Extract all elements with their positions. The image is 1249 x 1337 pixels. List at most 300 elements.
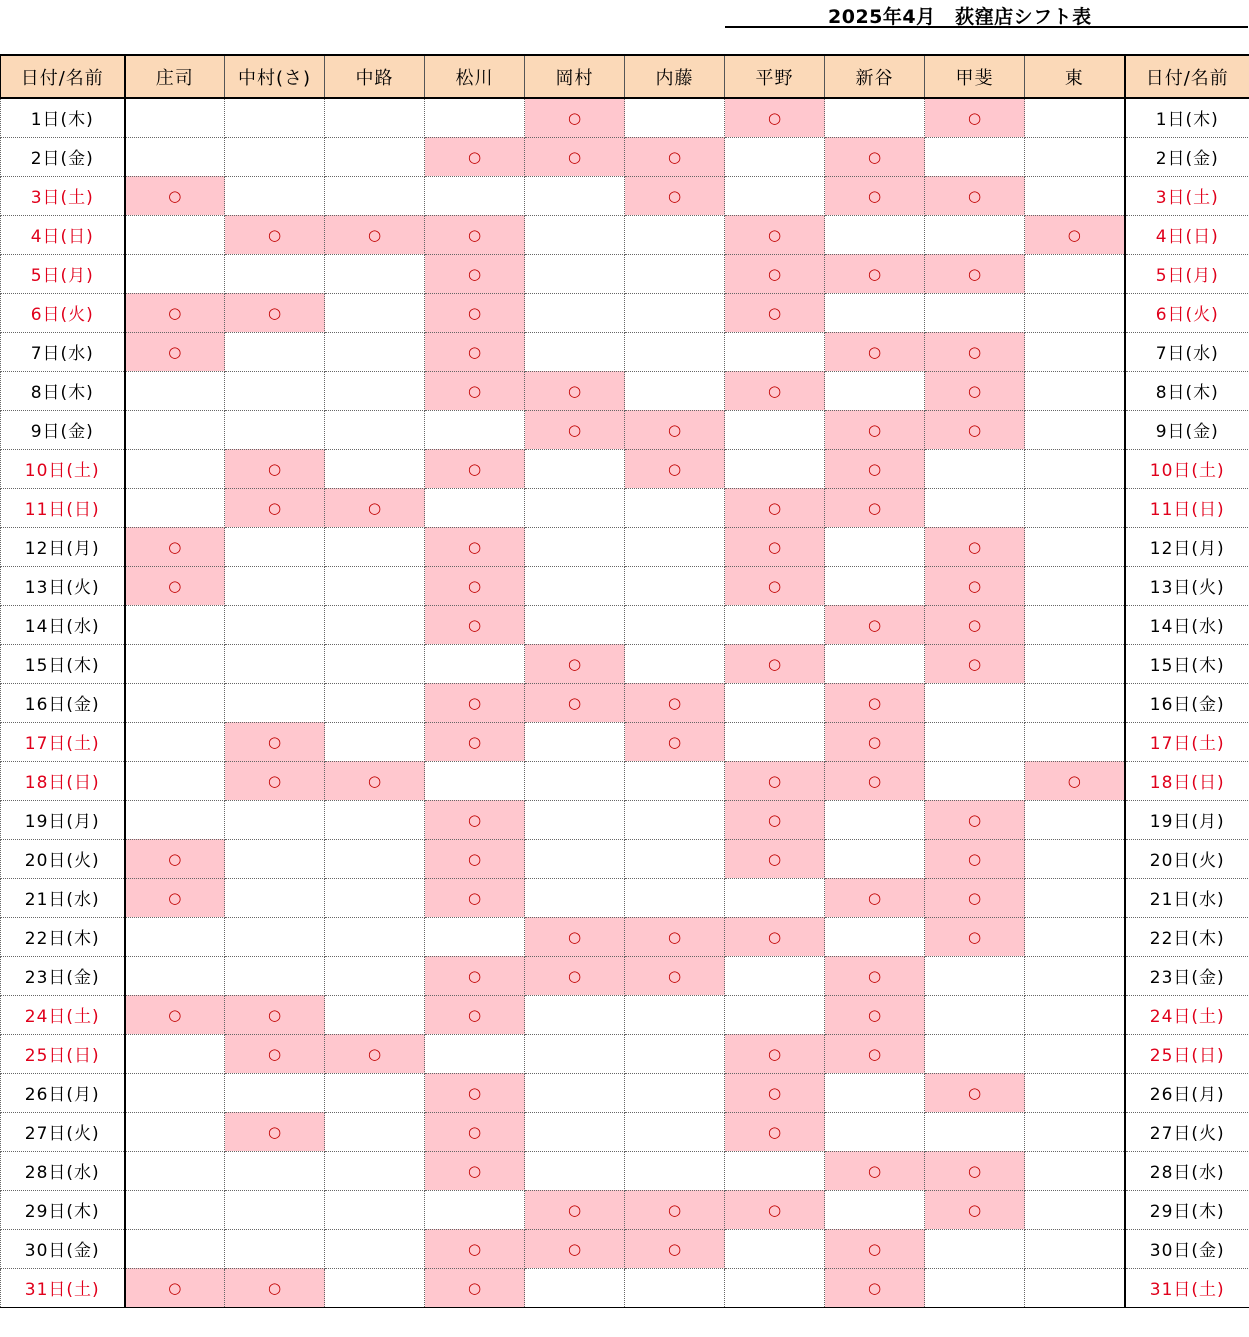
shift-cell[interactable]: ○ bbox=[425, 1268, 525, 1307]
shift-cell[interactable] bbox=[525, 605, 625, 644]
shift-cell[interactable] bbox=[125, 137, 225, 176]
header-date-label[interactable]: 日付/名前 bbox=[1, 55, 125, 98]
shift-cell[interactable]: ○ bbox=[425, 371, 525, 410]
shift-cell[interactable]: ○ bbox=[1025, 215, 1125, 254]
shift-cell[interactable] bbox=[425, 176, 525, 215]
shift-cell[interactable]: ○ bbox=[825, 137, 925, 176]
shift-cell[interactable] bbox=[525, 1151, 625, 1190]
shift-cell[interactable]: ○ bbox=[625, 1229, 725, 1268]
header-name-cell[interactable]: 松川 bbox=[425, 55, 525, 98]
shift-cell[interactable]: ○ bbox=[625, 137, 725, 176]
shift-cell[interactable]: ○ bbox=[325, 1034, 425, 1073]
shift-cell[interactable] bbox=[325, 449, 425, 488]
shift-cell[interactable]: ○ bbox=[825, 761, 925, 800]
shift-cell[interactable] bbox=[925, 1268, 1025, 1307]
shift-cell[interactable] bbox=[625, 1073, 725, 1112]
shift-cell[interactable] bbox=[325, 1268, 425, 1307]
shift-cell[interactable] bbox=[1025, 1151, 1125, 1190]
shift-cell[interactable]: ○ bbox=[725, 1112, 825, 1151]
shift-cell[interactable] bbox=[825, 371, 925, 410]
shift-cell[interactable]: ○ bbox=[125, 332, 225, 371]
date-cell-right[interactable]: 15日(木) bbox=[1125, 644, 1249, 683]
header-name-cell[interactable]: 新谷 bbox=[825, 55, 925, 98]
shift-cell[interactable]: ○ bbox=[825, 722, 925, 761]
shift-cell[interactable]: ○ bbox=[425, 839, 525, 878]
date-cell[interactable]: 22日(木) bbox=[1, 917, 125, 956]
shift-cell[interactable]: ○ bbox=[925, 98, 1025, 137]
shift-cell[interactable] bbox=[725, 176, 825, 215]
header-name-cell[interactable]: 東 bbox=[1025, 55, 1125, 98]
date-cell-right[interactable]: 18日(日) bbox=[1125, 761, 1249, 800]
shift-cell[interactable] bbox=[1025, 1112, 1125, 1151]
shift-cell[interactable] bbox=[225, 605, 325, 644]
shift-cell[interactable] bbox=[1025, 800, 1125, 839]
shift-cell[interactable]: ○ bbox=[925, 371, 1025, 410]
shift-cell[interactable] bbox=[925, 215, 1025, 254]
shift-cell[interactable] bbox=[1025, 527, 1125, 566]
shift-cell[interactable] bbox=[625, 215, 725, 254]
date-cell-right[interactable]: 31日(土) bbox=[1125, 1268, 1249, 1307]
shift-cell[interactable]: ○ bbox=[925, 839, 1025, 878]
shift-cell[interactable]: ○ bbox=[725, 527, 825, 566]
shift-cell[interactable] bbox=[1025, 332, 1125, 371]
shift-cell[interactable] bbox=[625, 995, 725, 1034]
shift-cell[interactable] bbox=[425, 761, 525, 800]
shift-cell[interactable] bbox=[125, 722, 225, 761]
date-cell[interactable]: 11日(日) bbox=[1, 488, 125, 527]
shift-cell[interactable]: ○ bbox=[525, 1229, 625, 1268]
shift-cell[interactable]: ○ bbox=[825, 605, 925, 644]
shift-cell[interactable] bbox=[625, 293, 725, 332]
date-cell-right[interactable]: 23日(金) bbox=[1125, 956, 1249, 995]
date-cell-right[interactable]: 6日(火) bbox=[1125, 293, 1249, 332]
date-cell-right[interactable]: 1日(木) bbox=[1125, 98, 1249, 137]
date-cell[interactable]: 14日(水) bbox=[1, 605, 125, 644]
shift-cell[interactable]: ○ bbox=[925, 176, 1025, 215]
shift-cell[interactable] bbox=[725, 1268, 825, 1307]
shift-cell[interactable] bbox=[825, 215, 925, 254]
date-cell-right[interactable]: 30日(金) bbox=[1125, 1229, 1249, 1268]
shift-cell[interactable]: ○ bbox=[425, 605, 525, 644]
shift-cell[interactable] bbox=[325, 605, 425, 644]
shift-cell[interactable] bbox=[125, 488, 225, 527]
shift-cell[interactable] bbox=[825, 917, 925, 956]
shift-cell[interactable] bbox=[525, 1073, 625, 1112]
shift-cell[interactable]: ○ bbox=[625, 956, 725, 995]
shift-cell[interactable] bbox=[525, 722, 625, 761]
shift-cell[interactable]: ○ bbox=[725, 644, 825, 683]
shift-cell[interactable] bbox=[725, 1151, 825, 1190]
shift-cell[interactable] bbox=[325, 956, 425, 995]
shift-cell[interactable] bbox=[625, 254, 725, 293]
date-cell[interactable]: 18日(日) bbox=[1, 761, 125, 800]
shift-cell[interactable]: ○ bbox=[525, 371, 625, 410]
shift-cell[interactable]: ○ bbox=[225, 1034, 325, 1073]
shift-cell[interactable] bbox=[825, 1112, 925, 1151]
shift-cell[interactable]: ○ bbox=[925, 917, 1025, 956]
shift-cell[interactable] bbox=[325, 1073, 425, 1112]
shift-cell[interactable] bbox=[925, 956, 1025, 995]
shift-cell[interactable] bbox=[125, 956, 225, 995]
date-cell-right[interactable]: 10日(土) bbox=[1125, 449, 1249, 488]
shift-cell[interactable]: ○ bbox=[725, 215, 825, 254]
shift-cell[interactable] bbox=[1025, 449, 1125, 488]
shift-cell[interactable] bbox=[625, 1151, 725, 1190]
shift-cell[interactable] bbox=[725, 878, 825, 917]
shift-cell[interactable]: ○ bbox=[425, 137, 525, 176]
shift-cell[interactable] bbox=[1025, 1229, 1125, 1268]
shift-cell[interactable]: ○ bbox=[425, 1229, 525, 1268]
shift-cell[interactable] bbox=[925, 488, 1025, 527]
shift-cell[interactable] bbox=[325, 1229, 425, 1268]
shift-cell[interactable]: ○ bbox=[225, 293, 325, 332]
shift-cell[interactable] bbox=[325, 1151, 425, 1190]
shift-cell[interactable]: ○ bbox=[525, 410, 625, 449]
shift-cell[interactable] bbox=[525, 254, 625, 293]
shift-cell[interactable] bbox=[525, 527, 625, 566]
shift-cell[interactable] bbox=[325, 1190, 425, 1229]
shift-cell[interactable] bbox=[125, 449, 225, 488]
date-cell[interactable]: 29日(木) bbox=[1, 1190, 125, 1229]
date-cell-right[interactable]: 8日(木) bbox=[1125, 371, 1249, 410]
shift-cell[interactable] bbox=[1025, 254, 1125, 293]
shift-cell[interactable] bbox=[925, 137, 1025, 176]
date-cell-right[interactable]: 3日(土) bbox=[1125, 176, 1249, 215]
shift-cell[interactable] bbox=[225, 644, 325, 683]
shift-cell[interactable]: ○ bbox=[525, 1190, 625, 1229]
header-name-cell[interactable]: 甲斐 bbox=[925, 55, 1025, 98]
shift-cell[interactable]: ○ bbox=[625, 917, 725, 956]
shift-cell[interactable] bbox=[325, 917, 425, 956]
shift-cell[interactable]: ○ bbox=[825, 176, 925, 215]
shift-cell[interactable]: ○ bbox=[225, 995, 325, 1034]
shift-cell[interactable]: ○ bbox=[425, 683, 525, 722]
shift-cell[interactable]: ○ bbox=[125, 995, 225, 1034]
header-name-cell[interactable]: 中路 bbox=[325, 55, 425, 98]
shift-cell[interactable]: ○ bbox=[825, 995, 925, 1034]
date-cell[interactable]: 3日(土) bbox=[1, 176, 125, 215]
shift-cell[interactable]: ○ bbox=[725, 566, 825, 605]
shift-cell[interactable]: ○ bbox=[525, 644, 625, 683]
shift-cell[interactable] bbox=[325, 332, 425, 371]
shift-cell[interactable] bbox=[525, 995, 625, 1034]
shift-cell[interactable] bbox=[725, 449, 825, 488]
shift-cell[interactable] bbox=[325, 137, 425, 176]
shift-cell[interactable]: ○ bbox=[825, 332, 925, 371]
shift-cell[interactable]: ○ bbox=[425, 293, 525, 332]
shift-cell[interactable]: ○ bbox=[425, 215, 525, 254]
shift-cell[interactable] bbox=[525, 488, 625, 527]
shift-cell[interactable] bbox=[1025, 644, 1125, 683]
shift-cell[interactable] bbox=[325, 839, 425, 878]
shift-cell[interactable] bbox=[825, 566, 925, 605]
shift-cell[interactable] bbox=[325, 683, 425, 722]
shift-cell[interactable]: ○ bbox=[725, 800, 825, 839]
shift-cell[interactable]: ○ bbox=[825, 956, 925, 995]
shift-cell[interactable] bbox=[425, 488, 525, 527]
date-cell-right[interactable]: 28日(水) bbox=[1125, 1151, 1249, 1190]
shift-cell[interactable] bbox=[925, 1112, 1025, 1151]
date-cell-right[interactable]: 21日(水) bbox=[1125, 878, 1249, 917]
shift-cell[interactable] bbox=[325, 371, 425, 410]
shift-cell[interactable]: ○ bbox=[425, 995, 525, 1034]
shift-cell[interactable]: ○ bbox=[225, 488, 325, 527]
shift-cell[interactable] bbox=[325, 722, 425, 761]
shift-cell[interactable] bbox=[925, 293, 1025, 332]
shift-cell[interactable]: ○ bbox=[125, 839, 225, 878]
shift-cell[interactable] bbox=[725, 137, 825, 176]
shift-cell[interactable]: ○ bbox=[925, 644, 1025, 683]
shift-cell[interactable] bbox=[425, 98, 525, 137]
shift-cell[interactable] bbox=[625, 371, 725, 410]
shift-cell[interactable]: ○ bbox=[325, 488, 425, 527]
shift-cell[interactable]: ○ bbox=[825, 683, 925, 722]
header-name-cell[interactable]: 庄司 bbox=[125, 55, 225, 98]
date-cell[interactable]: 15日(木) bbox=[1, 644, 125, 683]
shift-cell[interactable]: ○ bbox=[425, 449, 525, 488]
date-cell-right[interactable]: 24日(土) bbox=[1125, 995, 1249, 1034]
shift-cell[interactable] bbox=[325, 98, 425, 137]
date-cell-right[interactable]: 14日(水) bbox=[1125, 605, 1249, 644]
shift-cell[interactable] bbox=[725, 683, 825, 722]
shift-cell[interactable] bbox=[125, 605, 225, 644]
shift-cell[interactable] bbox=[525, 332, 625, 371]
shift-cell[interactable] bbox=[125, 1190, 225, 1229]
shift-cell[interactable] bbox=[725, 605, 825, 644]
date-cell[interactable]: 30日(金) bbox=[1, 1229, 125, 1268]
shift-cell[interactable]: ○ bbox=[925, 1151, 1025, 1190]
shift-cell[interactable]: ○ bbox=[425, 566, 525, 605]
shift-cell[interactable]: ○ bbox=[925, 878, 1025, 917]
shift-cell[interactable] bbox=[1025, 956, 1125, 995]
shift-cell[interactable] bbox=[525, 1268, 625, 1307]
shift-cell[interactable] bbox=[1025, 683, 1125, 722]
shift-cell[interactable] bbox=[525, 1112, 625, 1151]
date-cell-right[interactable]: 13日(火) bbox=[1125, 566, 1249, 605]
date-cell[interactable]: 31日(土) bbox=[1, 1268, 125, 1307]
shift-cell[interactable]: ○ bbox=[925, 410, 1025, 449]
shift-cell[interactable] bbox=[325, 566, 425, 605]
shift-cell[interactable]: ○ bbox=[525, 917, 625, 956]
shift-cell[interactable]: ○ bbox=[725, 293, 825, 332]
shift-cell[interactable]: ○ bbox=[925, 527, 1025, 566]
shift-cell[interactable] bbox=[625, 1268, 725, 1307]
shift-cell[interactable]: ○ bbox=[425, 1073, 525, 1112]
shift-cell[interactable] bbox=[225, 1073, 325, 1112]
shift-cell[interactable] bbox=[525, 566, 625, 605]
shift-cell[interactable] bbox=[1025, 878, 1125, 917]
shift-cell[interactable] bbox=[525, 761, 625, 800]
shift-cell[interactable]: ○ bbox=[425, 332, 525, 371]
header-name-cell[interactable]: 平野 bbox=[725, 55, 825, 98]
shift-cell[interactable] bbox=[125, 1073, 225, 1112]
shift-cell[interactable] bbox=[1025, 917, 1125, 956]
shift-cell[interactable] bbox=[325, 878, 425, 917]
shift-cell[interactable] bbox=[325, 293, 425, 332]
shift-cell[interactable]: ○ bbox=[825, 1151, 925, 1190]
shift-cell[interactable] bbox=[225, 332, 325, 371]
date-cell[interactable]: 5日(月) bbox=[1, 254, 125, 293]
header-name-cell[interactable]: 岡村 bbox=[525, 55, 625, 98]
shift-cell[interactable] bbox=[925, 761, 1025, 800]
shift-cell[interactable] bbox=[125, 98, 225, 137]
shift-cell[interactable]: ○ bbox=[125, 293, 225, 332]
shift-cell[interactable]: ○ bbox=[725, 917, 825, 956]
date-cell-right[interactable]: 22日(木) bbox=[1125, 917, 1249, 956]
shift-cell[interactable]: ○ bbox=[925, 1190, 1025, 1229]
shift-cell[interactable]: ○ bbox=[425, 1151, 525, 1190]
date-cell-right[interactable]: 9日(金) bbox=[1125, 410, 1249, 449]
shift-cell[interactable] bbox=[825, 644, 925, 683]
shift-cell[interactable]: ○ bbox=[125, 176, 225, 215]
date-cell[interactable]: 4日(日) bbox=[1, 215, 125, 254]
shift-cell[interactable] bbox=[325, 176, 425, 215]
shift-cell[interactable] bbox=[225, 176, 325, 215]
header-name-cell[interactable]: 内藤 bbox=[625, 55, 725, 98]
shift-cell[interactable] bbox=[825, 98, 925, 137]
shift-cell[interactable] bbox=[1025, 410, 1125, 449]
shift-cell[interactable] bbox=[125, 1112, 225, 1151]
shift-cell[interactable]: ○ bbox=[1025, 761, 1125, 800]
shift-cell[interactable] bbox=[725, 332, 825, 371]
shift-cell[interactable]: ○ bbox=[525, 98, 625, 137]
date-cell[interactable]: 2日(金) bbox=[1, 137, 125, 176]
date-cell[interactable]: 9日(金) bbox=[1, 410, 125, 449]
shift-cell[interactable]: ○ bbox=[225, 1268, 325, 1307]
shift-cell[interactable]: ○ bbox=[325, 215, 425, 254]
shift-cell[interactable] bbox=[1025, 839, 1125, 878]
date-cell-right[interactable]: 4日(日) bbox=[1125, 215, 1249, 254]
shift-cell[interactable] bbox=[225, 683, 325, 722]
shift-cell[interactable] bbox=[625, 1112, 725, 1151]
shift-cell[interactable]: ○ bbox=[925, 800, 1025, 839]
shift-cell[interactable] bbox=[825, 1190, 925, 1229]
shift-cell[interactable] bbox=[325, 1112, 425, 1151]
shift-cell[interactable] bbox=[425, 644, 525, 683]
shift-cell[interactable] bbox=[1025, 1190, 1125, 1229]
date-cell[interactable]: 26日(月) bbox=[1, 1073, 125, 1112]
shift-cell[interactable] bbox=[225, 527, 325, 566]
shift-cell[interactable]: ○ bbox=[425, 800, 525, 839]
shift-cell[interactable] bbox=[625, 527, 725, 566]
shift-cell[interactable]: ○ bbox=[925, 605, 1025, 644]
date-cell[interactable]: 6日(火) bbox=[1, 293, 125, 332]
shift-cell[interactable] bbox=[625, 488, 725, 527]
shift-cell[interactable] bbox=[225, 371, 325, 410]
shift-cell[interactable]: ○ bbox=[425, 1112, 525, 1151]
shift-cell[interactable] bbox=[825, 1073, 925, 1112]
date-cell-right[interactable]: 2日(金) bbox=[1125, 137, 1249, 176]
shift-cell[interactable] bbox=[625, 644, 725, 683]
date-cell[interactable]: 1日(木) bbox=[1, 98, 125, 137]
shift-cell[interactable]: ○ bbox=[725, 1190, 825, 1229]
shift-cell[interactable] bbox=[125, 1229, 225, 1268]
shift-cell[interactable] bbox=[225, 566, 325, 605]
shift-cell[interactable] bbox=[525, 839, 625, 878]
shift-cell[interactable] bbox=[125, 917, 225, 956]
shift-cell[interactable] bbox=[325, 410, 425, 449]
shift-cell[interactable] bbox=[425, 1190, 525, 1229]
shift-cell[interactable]: ○ bbox=[825, 1268, 925, 1307]
shift-cell[interactable] bbox=[1025, 566, 1125, 605]
shift-cell[interactable]: ○ bbox=[625, 683, 725, 722]
date-cell[interactable]: 7日(水) bbox=[1, 332, 125, 371]
shift-cell[interactable] bbox=[925, 1229, 1025, 1268]
shift-cell[interactable] bbox=[225, 956, 325, 995]
shift-cell[interactable] bbox=[225, 917, 325, 956]
shift-cell[interactable] bbox=[625, 605, 725, 644]
date-cell-right[interactable]: 27日(火) bbox=[1125, 1112, 1249, 1151]
shift-cell[interactable] bbox=[525, 449, 625, 488]
shift-cell[interactable]: ○ bbox=[425, 878, 525, 917]
date-cell-right[interactable]: 25日(日) bbox=[1125, 1034, 1249, 1073]
shift-cell[interactable] bbox=[1025, 722, 1125, 761]
shift-cell[interactable] bbox=[325, 800, 425, 839]
shift-cell[interactable]: ○ bbox=[225, 449, 325, 488]
header-name-cell[interactable]: 中村(さ) bbox=[225, 55, 325, 98]
shift-cell[interactable]: ○ bbox=[625, 722, 725, 761]
shift-cell[interactable]: ○ bbox=[525, 137, 625, 176]
shift-cell[interactable] bbox=[725, 722, 825, 761]
shift-cell[interactable] bbox=[625, 566, 725, 605]
shift-cell[interactable]: ○ bbox=[625, 1190, 725, 1229]
shift-cell[interactable] bbox=[125, 1034, 225, 1073]
shift-cell[interactable]: ○ bbox=[725, 761, 825, 800]
shift-cell[interactable] bbox=[725, 1229, 825, 1268]
shift-cell[interactable] bbox=[125, 644, 225, 683]
shift-cell[interactable] bbox=[1025, 1073, 1125, 1112]
shift-cell[interactable] bbox=[1025, 293, 1125, 332]
date-cell-right[interactable]: 7日(水) bbox=[1125, 332, 1249, 371]
shift-cell[interactable] bbox=[325, 995, 425, 1034]
shift-cell[interactable] bbox=[725, 956, 825, 995]
shift-cell[interactable] bbox=[225, 410, 325, 449]
shift-cell[interactable] bbox=[125, 683, 225, 722]
shift-cell[interactable] bbox=[225, 878, 325, 917]
shift-cell[interactable]: ○ bbox=[525, 683, 625, 722]
shift-cell[interactable] bbox=[925, 722, 1025, 761]
shift-cell[interactable]: ○ bbox=[425, 254, 525, 293]
shift-cell[interactable]: ○ bbox=[225, 722, 325, 761]
shift-cell[interactable] bbox=[1025, 1034, 1125, 1073]
date-cell[interactable]: 28日(水) bbox=[1, 1151, 125, 1190]
date-cell[interactable]: 25日(日) bbox=[1, 1034, 125, 1073]
shift-cell[interactable]: ○ bbox=[925, 254, 1025, 293]
shift-cell[interactable]: ○ bbox=[125, 527, 225, 566]
date-cell-right[interactable]: 11日(日) bbox=[1125, 488, 1249, 527]
shift-cell[interactable] bbox=[225, 1190, 325, 1229]
shift-cell[interactable] bbox=[1025, 488, 1125, 527]
date-cell[interactable]: 19日(月) bbox=[1, 800, 125, 839]
shift-cell[interactable] bbox=[225, 254, 325, 293]
shift-cell[interactable]: ○ bbox=[625, 449, 725, 488]
date-cell[interactable]: 16日(金) bbox=[1, 683, 125, 722]
shift-cell[interactable] bbox=[825, 800, 925, 839]
shift-cell[interactable] bbox=[725, 410, 825, 449]
shift-cell[interactable]: ○ bbox=[825, 878, 925, 917]
shift-cell[interactable]: ○ bbox=[425, 527, 525, 566]
shift-cell[interactable] bbox=[925, 683, 1025, 722]
shift-cell[interactable]: ○ bbox=[625, 176, 725, 215]
shift-cell[interactable]: ○ bbox=[725, 371, 825, 410]
date-cell[interactable]: 13日(火) bbox=[1, 566, 125, 605]
shift-cell[interactable]: ○ bbox=[725, 1034, 825, 1073]
shift-cell[interactable] bbox=[925, 449, 1025, 488]
shift-cell[interactable] bbox=[625, 800, 725, 839]
shift-cell[interactable] bbox=[625, 1034, 725, 1073]
shift-cell[interactable] bbox=[125, 1151, 225, 1190]
date-cell-right[interactable]: 5日(月) bbox=[1125, 254, 1249, 293]
